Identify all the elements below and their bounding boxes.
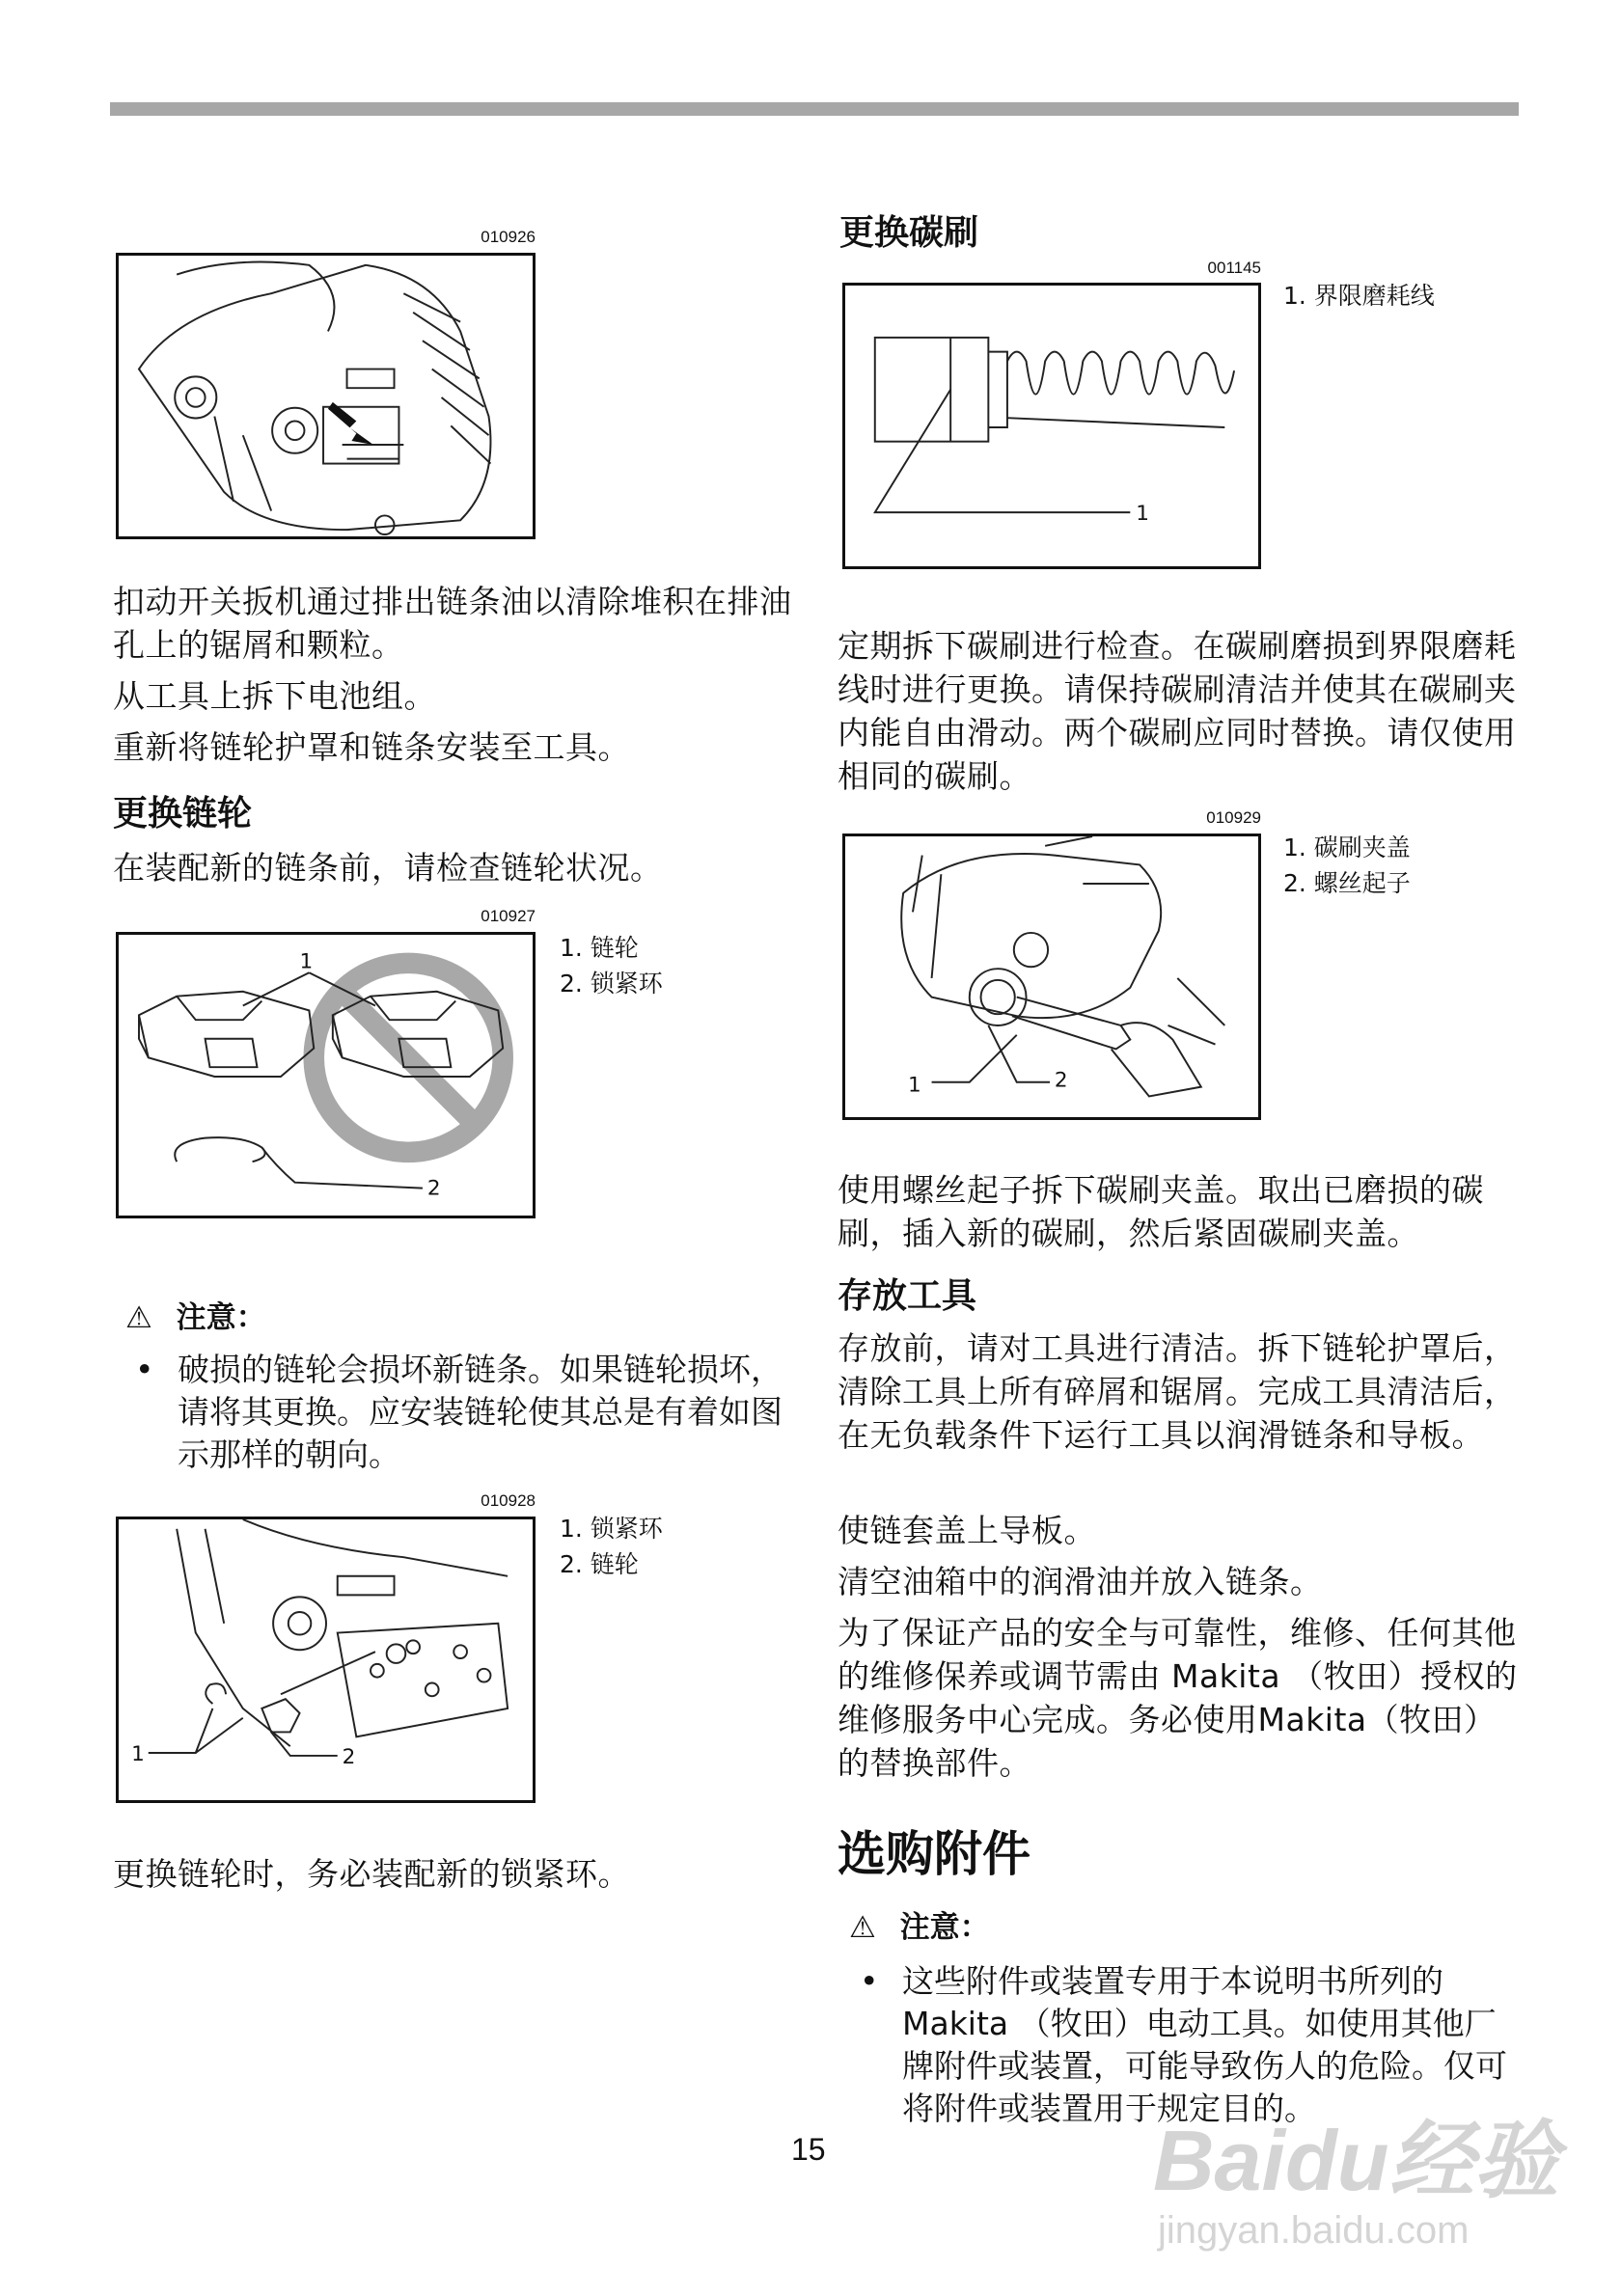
figure-carbon-brush bbox=[842, 283, 1261, 569]
figure-legend bbox=[1283, 830, 1411, 901]
figure-legend bbox=[560, 930, 663, 1001]
legend-item: 1. 碳刷夹盖 bbox=[1283, 834, 1411, 861]
callout-1: 1 bbox=[908, 1073, 921, 1098]
callout-1: 1 bbox=[299, 949, 314, 974]
bullet-icon: • bbox=[860, 1962, 879, 2000]
paragraph: 为了保证产品的安全与可靠性，维修、任何其他的维修保养或调节需由 Makita （牧田）授权的维修服务中心完成。务必使用Makita（牧田）的替换部件。 bbox=[838, 1614, 1518, 1782]
warning-icon: ⚠ bbox=[849, 1910, 876, 1945]
page-number: 15 bbox=[791, 2132, 826, 2167]
legend-item: 1. 链轮 bbox=[560, 934, 639, 962]
figure-code: 001145 bbox=[1207, 259, 1261, 277]
caution bbox=[849, 1906, 990, 1949]
paragraph: 在装配新的链条前，请检查链轮状况。 bbox=[113, 849, 663, 887]
paragraph: 存放前，请对工具进行清洁。拆下链轮护罩后，清除工具上所有碎屑和锯屑。完成工具清洁后，在无负载条件下运行工具以润滑链条和导板。 bbox=[838, 1329, 1517, 1454]
figure-brush-holder bbox=[842, 834, 1261, 1120]
paragraph: 扣动开关扳机通过排出链条油以清除堆积在排油孔上的锯屑和颗粒。 bbox=[113, 583, 792, 664]
caution-item bbox=[135, 1349, 795, 1476]
warning-icon: ⚠ bbox=[125, 1300, 152, 1335]
figure-code: 010928 bbox=[481, 1491, 536, 1510]
heading: 更换链轮 bbox=[113, 794, 253, 834]
legend-item: 2. 链轮 bbox=[560, 1550, 639, 1578]
callout-2: 2 bbox=[426, 1176, 441, 1201]
callout-2: 2 bbox=[342, 1744, 356, 1769]
top-rule bbox=[110, 102, 1519, 116]
paragraph: 定期拆下碳刷进行检查。在碳刷磨损到界限磨耗线时进行更换。请保持碳刷清洁并使其在碳刷夹内能自由滑动。两个碳刷应同时替换。请仅使用相同的碳刷。 bbox=[838, 627, 1517, 795]
figure-code: 010929 bbox=[1206, 808, 1261, 827]
watermark-logo: Baidu经验 bbox=[1153, 2113, 1559, 2208]
watermark-url: jingyan.baidu.com bbox=[1158, 2209, 1470, 2252]
figure-code: 010927 bbox=[481, 907, 536, 925]
paragraph: 使链套盖上导板。 bbox=[838, 1512, 1096, 1549]
bullet-icon: • bbox=[135, 1351, 154, 1388]
figure-code: 010926 bbox=[481, 228, 536, 246]
section-title: 选购附件 bbox=[838, 1826, 1030, 1882]
caution-text: 破损的链轮会损坏新链条。如果链轮损坏，请将其更换。应安装链轮使其总是有着如图示那样的朝向。 bbox=[178, 1351, 783, 1473]
paragraph: 从工具上拆下电池组。 bbox=[113, 677, 436, 715]
caution-label: 注意： bbox=[899, 1910, 990, 1945]
heading: 存放工具 bbox=[838, 1276, 977, 1316]
callout-1: 1 bbox=[131, 1741, 145, 1766]
legend-item: 2. 螺丝起子 bbox=[1283, 869, 1411, 897]
brush-holder-illustration bbox=[845, 836, 1258, 1117]
paragraph: 清空油箱中的润滑油并放入链条。 bbox=[838, 1563, 1323, 1600]
legend-item: 2. 锁紧环 bbox=[560, 970, 663, 998]
carbon-brush-illustration bbox=[845, 286, 1258, 566]
caution bbox=[125, 1297, 266, 1339]
figure-chainsaw-oil-hole bbox=[116, 253, 536, 539]
callout-1: 1 bbox=[1136, 501, 1149, 526]
sprocket-illustration bbox=[119, 935, 533, 1216]
figure-legend bbox=[560, 1511, 663, 1582]
callout-2: 2 bbox=[1054, 1068, 1068, 1093]
figure-legend bbox=[1283, 278, 1435, 314]
figure-lock-ring bbox=[116, 1517, 536, 1803]
figure-sprocket bbox=[116, 932, 536, 1218]
lock-ring-illustration bbox=[119, 1519, 533, 1800]
caution-text: 这些附件或装置专用于本说明书所列的Makita （牧田）电动工具。如使用其他厂牌附件或装置，可能导致伤人的危险。仅可将附件或装置用于规定目的。 bbox=[902, 1962, 1507, 2127]
chainsaw-illustration bbox=[119, 256, 533, 536]
paragraph: 使用螺丝起子拆下碳刷夹盖。取出已磨损的碳刷，插入新的碳刷，然后紧固碳刷夹盖。 bbox=[838, 1171, 1484, 1252]
paragraph: 重新将链轮护罩和链条安装至工具。 bbox=[113, 728, 630, 766]
legend-item: 1. 界限磨耗线 bbox=[1283, 282, 1435, 310]
paragraph: 更换链轮时，务必装配新的锁紧环。 bbox=[113, 1855, 630, 1893]
caution-label: 注意： bbox=[176, 1300, 266, 1335]
heading: 更换碳刷 bbox=[839, 213, 979, 253]
legend-item: 1. 锁紧环 bbox=[560, 1515, 663, 1543]
